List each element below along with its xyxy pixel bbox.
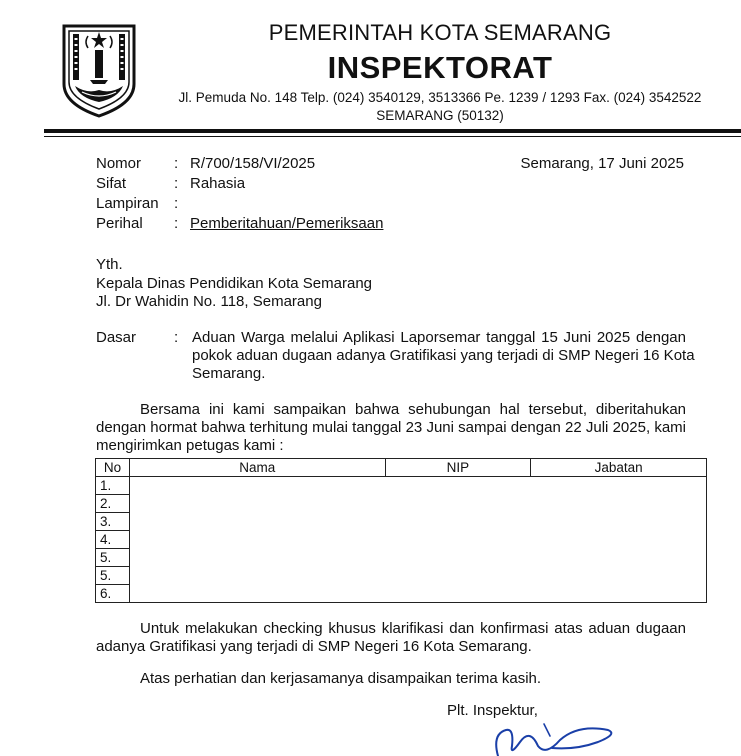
letter-date: Semarang, 17 Juni 2025 <box>520 155 684 172</box>
dasar-label: Dasar <box>96 329 137 346</box>
sifat-value: Rahasia <box>190 175 246 192</box>
recipient-address: Jl. Dr Wahidin No. 118, Semarang <box>96 293 322 310</box>
sifat-colon: : <box>174 175 179 192</box>
cell-nama <box>129 585 385 603</box>
row-number: 2. <box>96 495 130 513</box>
cell-nama <box>129 531 385 549</box>
handwritten-signature <box>486 716 626 756</box>
table-row <box>96 495 707 513</box>
cell-nama <box>129 567 385 585</box>
recipient-title: Kepala Dinas Pendidikan Kota Semarang <box>96 275 373 292</box>
table-row <box>96 531 707 549</box>
cell-nama <box>129 495 385 513</box>
dasar-line-3: Semarang. <box>192 365 266 382</box>
body1-line-3: mengirimkan petugas kami : <box>96 437 284 454</box>
row-number: 3. <box>96 513 130 531</box>
header-rule-thick <box>44 129 741 133</box>
row-number: 5. <box>96 549 130 567</box>
sifat-label: Sifat <box>96 175 127 192</box>
dasar-colon: : <box>174 329 179 346</box>
body1-line-2: dengan hormat bahwa terhitung mulai tanggal 23 Juni sampai dengan 22 Juli 2025, kami <box>96 419 686 436</box>
cell-nip <box>385 567 531 585</box>
header-nip: NIP <box>385 459 531 477</box>
table-row <box>96 585 707 603</box>
nomor-colon: : <box>174 155 179 172</box>
cell-jabatan <box>531 531 707 549</box>
header-rule-thin <box>44 136 741 137</box>
cell-nama <box>129 549 385 567</box>
perihal-value: Pemberitahuan/Pemeriksaan <box>190 215 384 232</box>
cell-jabatan <box>531 495 707 513</box>
letterhead-government: PEMERINTAH KOTA SEMARANG <box>268 20 612 45</box>
table-row <box>96 549 707 567</box>
table-row <box>96 567 707 585</box>
recipient-salutation: Yth. <box>96 256 123 273</box>
perihal-colon: : <box>174 215 179 232</box>
cell-nip <box>385 495 531 513</box>
signatory-title: Plt. Inspektur, <box>447 702 538 719</box>
header-nama: Nama <box>129 459 385 477</box>
header-no: No <box>96 459 130 477</box>
body2-line-2: adanya Gratifikasi yang terjadi di SMP Negeri 16 Kota Semarang. <box>96 638 532 655</box>
cell-nip <box>385 477 531 495</box>
row-number: 4. <box>96 531 130 549</box>
closing-sentence: Atas perhatian dan kerjasamanya disampaikan terima kasih. <box>140 670 542 687</box>
petugas-table <box>95 458 707 603</box>
dasar-line-1: Aduan Warga melalui Aplikasi Laporsemar tanggal 15 Juni 2025 dengan <box>192 329 686 346</box>
letterhead-city: SEMARANG (50132) <box>376 108 504 123</box>
dasar-line-2: pokok aduan dugaan adanya Gratifikasi yang terjadi di SMP Negeri 16 Kota <box>192 347 695 364</box>
table-row <box>96 477 707 495</box>
body2-line-1: Untuk melakukan checking khusus klarifikasi dan konfirmasi atas aduan dugaan <box>140 620 686 637</box>
nomor-value: R/700/158/VI/2025 <box>190 155 316 172</box>
city-crest-logo <box>60 22 138 118</box>
cell-jabatan <box>531 513 707 531</box>
table-row <box>96 513 707 531</box>
row-number: 6. <box>96 585 130 603</box>
cell-nama <box>129 477 385 495</box>
cell-nip <box>385 531 531 549</box>
cell-jabatan <box>531 567 707 585</box>
table-header-row <box>96 459 707 477</box>
row-number: 1. <box>96 477 130 495</box>
letterhead-address: Jl. Pemuda No. 148 Telp. (024) 3540129, 3513366 Pe. 1239 / 1293 Fax. (024) 3542522 <box>178 90 702 105</box>
header-jabatan: Jabatan <box>531 459 707 477</box>
cell-jabatan <box>531 477 707 495</box>
nomor-label: Nomor <box>96 155 142 172</box>
lampiran-label: Lampiran <box>96 195 159 212</box>
cell-nip <box>385 549 531 567</box>
perihal-label: Perihal <box>96 215 143 232</box>
cell-jabatan <box>531 585 707 603</box>
cell-jabatan <box>531 549 707 567</box>
lampiran-colon: : <box>174 195 179 212</box>
letterhead-agency: INSPEKTORAT <box>327 50 553 85</box>
row-number: 5. <box>96 567 130 585</box>
cell-nip <box>385 513 531 531</box>
cell-nama <box>129 513 385 531</box>
body1-line-1: Bersama ini kami sampaikan bahwa sehubungan hal tersebut, diberitahukan <box>140 401 686 418</box>
cell-nip <box>385 585 531 603</box>
